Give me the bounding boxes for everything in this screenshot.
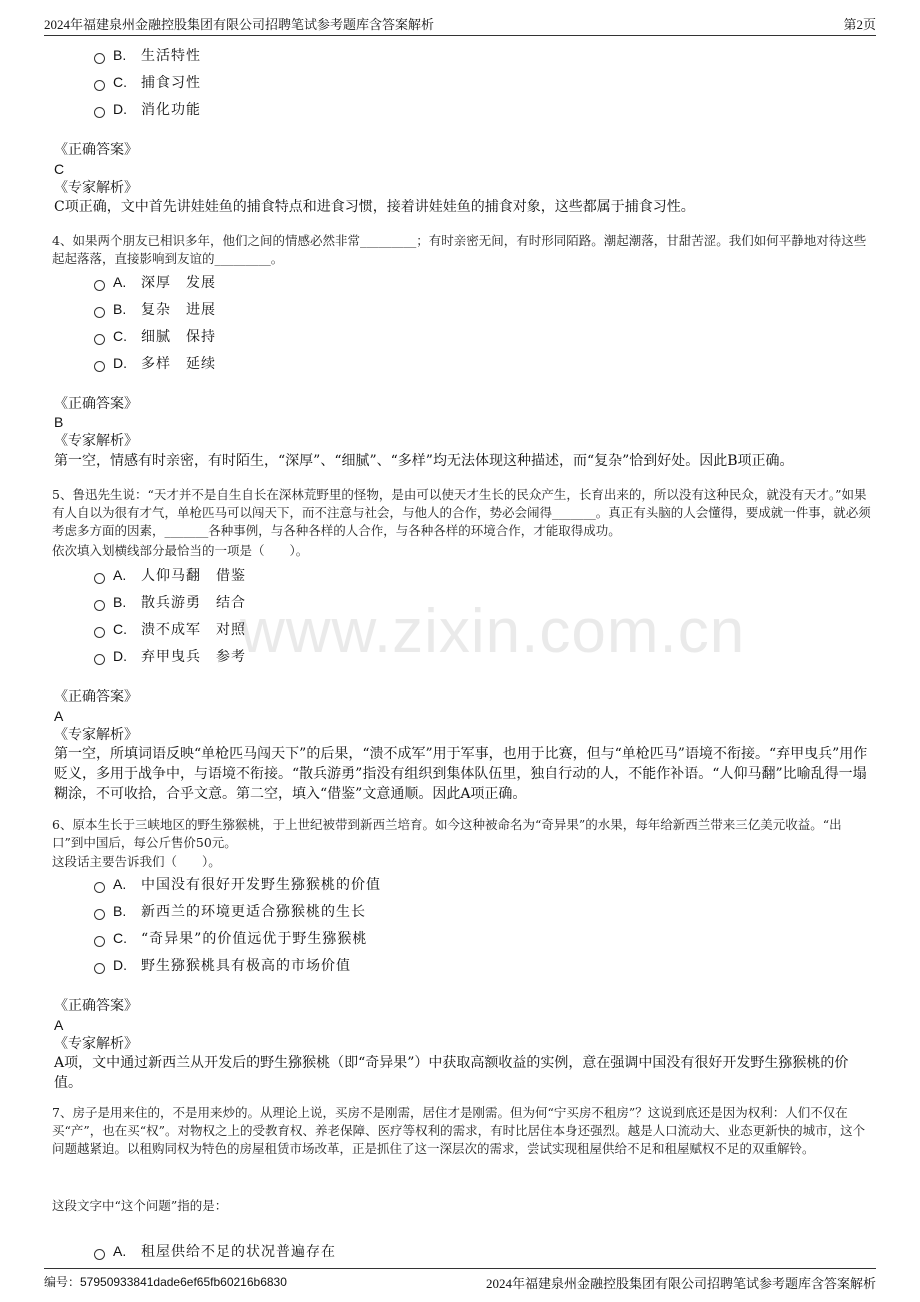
answer-value: B xyxy=(54,414,64,430)
radio-icon[interactable] xyxy=(94,361,105,372)
analysis-text: 第一空，所填词语反映“单枪匹马闯天下”的后果，“溃不成军”用于军事，也用于比赛，但与“单枪匹马”语境不衔接。“弃甲曳兵”用作贬义，多用于战争中，与语境不衔接。“散兵游勇”指没有组织到集体队伍里，独自行动的人，不能作补语。“人仰马翻”比喻乱得一塌糊涂，不可收拾，合乎文意。第二空，填入“借鉴”文意通顺。因此A项正确。 xyxy=(54,746,868,802)
option-letter: A. xyxy=(113,876,127,892)
radio-icon[interactable] xyxy=(94,936,105,947)
analysis-heading: 《专家解析》 xyxy=(54,727,138,743)
option-letter: A. xyxy=(113,274,127,290)
option-c[interactable] xyxy=(94,619,246,639)
option-text: 生活特性 xyxy=(141,48,201,64)
answer-value: A xyxy=(54,708,64,724)
option-text: 租屋供给不足的状况普遍存在 xyxy=(141,1244,336,1260)
option-a[interactable] xyxy=(94,874,381,894)
option-text: 人仰马翻 借鉴 xyxy=(141,568,246,584)
radio-icon[interactable] xyxy=(94,627,105,638)
question-prompt: 这段文字中“这个问题”指的是： xyxy=(52,1198,228,1213)
option-d[interactable] xyxy=(94,646,246,666)
answer-heading: 《正确答案》 xyxy=(54,998,138,1014)
option-text: “奇异果”的价值远优于野生猕猴桃 xyxy=(141,931,368,947)
footer-code: 编号：57950933841dade6ef65fb60216b6830 xyxy=(44,1275,287,1289)
watermark: www.zixin.com.cn xyxy=(240,597,746,666)
answer-heading: 《正确答案》 xyxy=(54,142,138,158)
option-letter: A. xyxy=(113,1243,127,1259)
analysis-text: C项正确，文中首先讲娃娃鱼的捕食特点和进食习惯，接着讲娃娃鱼的捕食对象，这些都属于捕食习性。 xyxy=(54,199,695,215)
analysis-heading: 《专家解析》 xyxy=(54,1036,138,1052)
option-text: 多样 延续 xyxy=(141,356,216,372)
option-letter: D. xyxy=(113,355,127,371)
option-text: 中国没有很好开发野生猕猴桃的价值 xyxy=(141,877,381,893)
radio-icon[interactable] xyxy=(94,107,105,118)
option-text: 深厚 发展 xyxy=(141,275,216,291)
radio-icon[interactable] xyxy=(94,654,105,665)
radio-icon[interactable] xyxy=(94,280,105,291)
answer-value: A xyxy=(54,1017,64,1033)
analysis-heading: 《专家解析》 xyxy=(54,433,138,449)
header-title: 2024年福建泉州金融控股集团有限公司招聘笔试参考题库含答案解析 xyxy=(44,17,435,32)
option-text: 弃甲曳兵 参考 xyxy=(141,649,246,665)
radio-icon[interactable] xyxy=(94,334,105,345)
answer-heading: 《正确答案》 xyxy=(54,396,138,412)
option-text: 消化功能 xyxy=(141,102,201,118)
option-b[interactable] xyxy=(94,592,246,612)
footer-title: 2024年福建泉州金融控股集团有限公司招聘笔试参考题库含答案解析 xyxy=(485,1276,876,1291)
option-letter: C. xyxy=(113,621,127,637)
option-d[interactable] xyxy=(94,955,351,975)
radio-icon[interactable] xyxy=(94,53,105,64)
question-stem: 6、原本生长于三峡地区的野生猕猴桃，于上世纪被带到新西兰培育。如今这种被命名为“奇异果”的水果，每年给新西兰带来三亿美元收益。“出口”到中国后，每公斤售价50元。 xyxy=(52,817,842,850)
option-d[interactable] xyxy=(94,353,216,373)
option-letter: C. xyxy=(113,328,127,344)
option-text: 捕食习性 xyxy=(141,75,201,91)
radio-icon[interactable] xyxy=(94,1249,105,1260)
option-letter: D. xyxy=(113,648,127,664)
option-b[interactable] xyxy=(94,45,201,65)
option-letter: A. xyxy=(113,567,127,583)
option-text: 溃不成军 对照 xyxy=(141,622,246,638)
page-footer xyxy=(44,1268,876,1292)
option-text: 新西兰的环境更适合猕猴桃的生长 xyxy=(141,904,366,920)
option-letter: D. xyxy=(113,957,127,973)
radio-icon[interactable] xyxy=(94,80,105,91)
option-letter: B. xyxy=(113,47,127,63)
option-letter: D. xyxy=(113,101,127,117)
analysis-text: 第一空，情感有时亲密，有时陌生，“深厚”、“细腻”、“多样”均无法体现这种描述，而“复杂”恰到好处。因此B项正确。 xyxy=(54,453,794,469)
radio-icon[interactable] xyxy=(94,963,105,974)
option-d[interactable] xyxy=(94,99,201,119)
question-prompt: 依次填入划横线部分最恰当的一项是（ ）。 xyxy=(52,543,309,558)
option-text: 散兵游勇 结合 xyxy=(141,595,246,611)
option-a[interactable] xyxy=(94,272,216,292)
option-a[interactable] xyxy=(94,1241,336,1261)
option-b[interactable] xyxy=(94,901,366,921)
page-header xyxy=(44,10,876,36)
radio-icon[interactable] xyxy=(94,882,105,893)
question-stem: 7、房子是用来住的，不是用来炒的。从理论上说，买房不是刚需，居住才是刚需。但为何“宁买房不租房”？这说到底还是因为权利：人们不仅在买“产”，也在买“权”。对物权之上的受教育权、养老保障、医疗等权利的需求，有时比居住本身还强烈。越是人口流动大、业态更新快的城市，这个问题越紧迫。以租购同权为特色的房屋租赁市场改革，正是抓住了这一深层次的需求，尝试实现租屋供给不足和租屋赋权不足的双重解铃。 xyxy=(52,1105,866,1156)
option-letter: B. xyxy=(113,301,127,317)
analysis-text: A项，文中通过新西兰从开发后的野生猕猴桃（即“奇异果”）中获取高额收益的实例，意在强调中国没有很好开发野生猕猴桃的价值。 xyxy=(54,1055,849,1091)
option-letter: B. xyxy=(113,594,127,610)
radio-icon[interactable] xyxy=(94,909,105,920)
option-c[interactable] xyxy=(94,928,367,948)
option-text: 野生猕猴桃具有极高的市场价值 xyxy=(141,958,351,974)
question-stem: 5、鲁迅先生说：“天才并不是自生自长在深林荒野里的怪物，是由可以使天才生长的民众产生，长育出来的，所以没有这种民众，就没有天才。”如果有人自以为很有才气，单枪匹马可以闯天下，而不注意与社会，与他人的合作，势必会闹得_______。真正有头脑的人会懂得，要成就一件事，就必须考虑多方面的因素，_______各种事例，与各种各样的人合作，与各种各样的环境合作，才能取得成功。 xyxy=(52,487,871,538)
radio-icon[interactable] xyxy=(94,573,105,584)
option-c[interactable] xyxy=(94,72,201,92)
answer-value: C xyxy=(54,161,65,177)
option-a[interactable] xyxy=(94,565,246,585)
question-prompt: 这段话主要告诉我们（ ）。 xyxy=(52,854,221,869)
option-letter: C. xyxy=(113,930,127,946)
option-text: 复杂 进展 xyxy=(141,302,216,318)
radio-icon[interactable] xyxy=(94,600,105,611)
radio-icon[interactable] xyxy=(94,307,105,318)
answer-heading: 《正确答案》 xyxy=(54,689,138,705)
analysis-heading: 《专家解析》 xyxy=(54,180,138,196)
header-page-number: 第2页 xyxy=(843,17,876,32)
question-stem: 4、如果两个朋友已相识多年，他们之间的情感必然非常_________；有时亲密无间，有时形同陌路。潮起潮落，甘甜苦涩。我们如何平静地对待这些起起落落，直接影响到友谊的_________。 xyxy=(52,233,867,266)
option-letter: B. xyxy=(113,903,127,919)
option-text: 细腻 保持 xyxy=(141,329,216,345)
option-c[interactable] xyxy=(94,326,216,346)
option-letter: C. xyxy=(113,74,127,90)
option-b[interactable] xyxy=(94,299,216,319)
